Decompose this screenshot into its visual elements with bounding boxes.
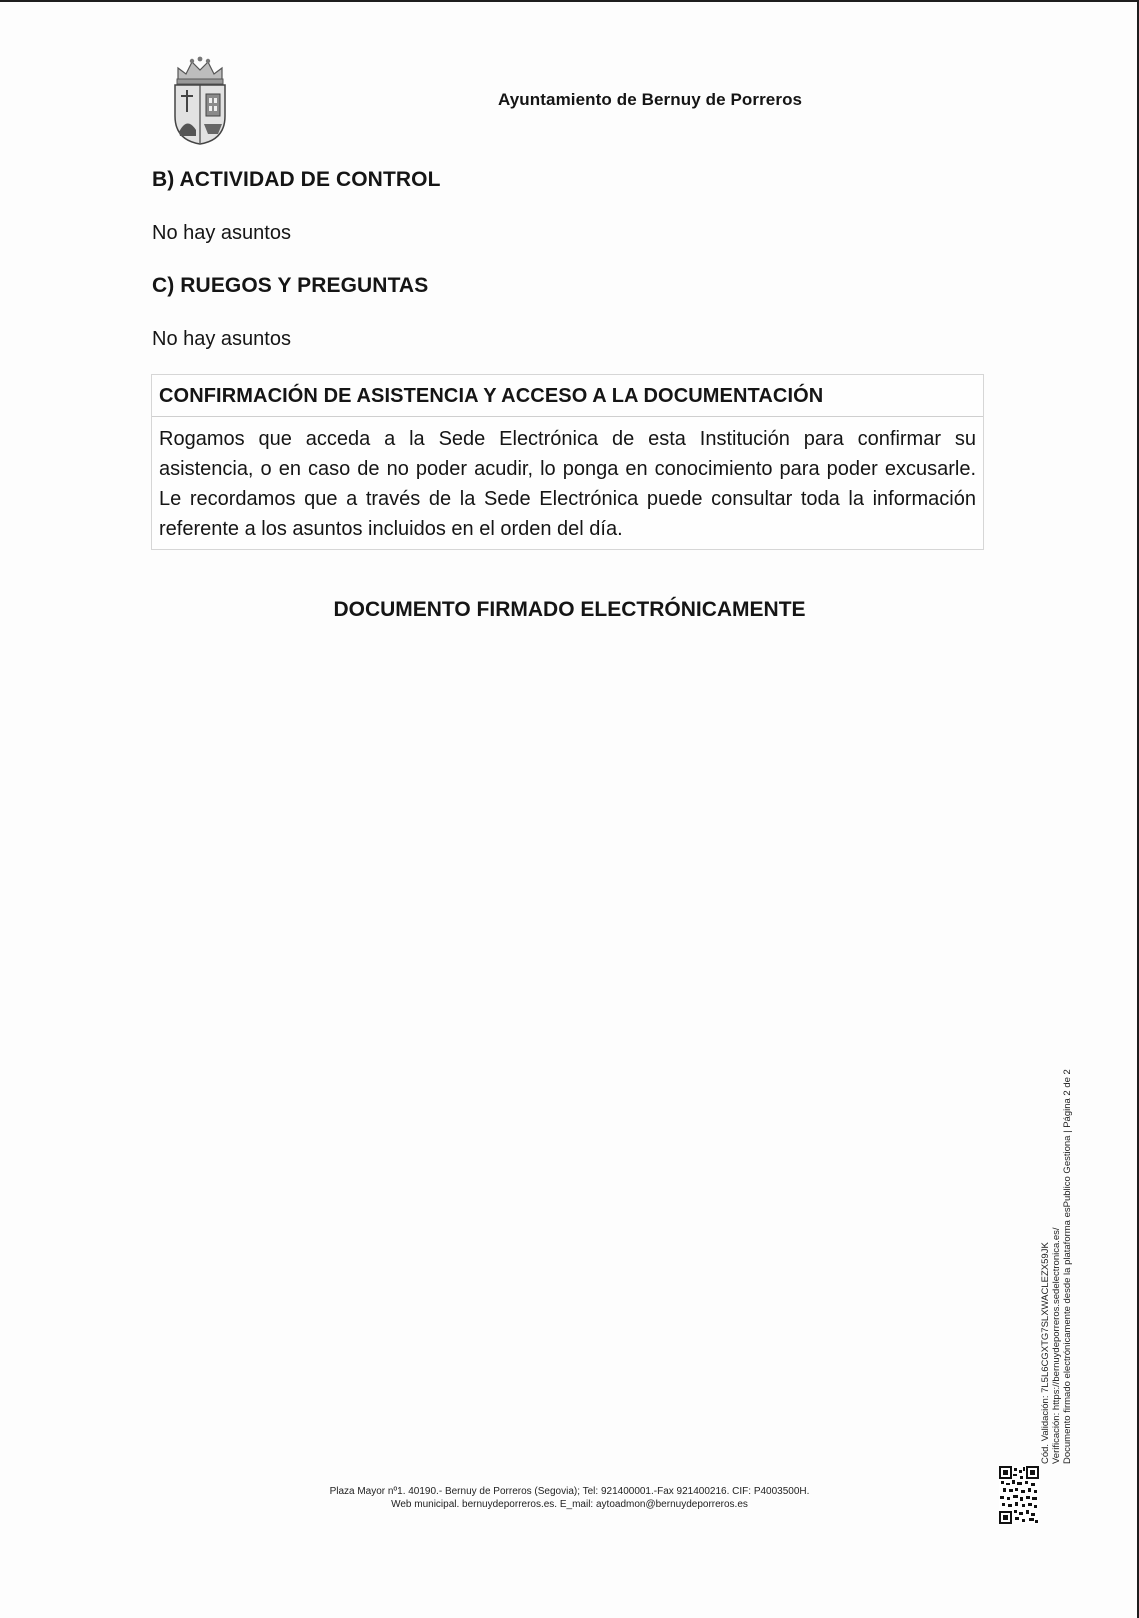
platform-note: Documento firmado electrónicamente desde la plataforma esPublico Gestiona | Página 2 de 2: [1062, 1069, 1073, 1464]
coat-of-arms-icon: [170, 54, 230, 146]
section-text-control: No hay asuntos: [152, 222, 291, 244]
header-organization: Ayuntamiento de Bernuy de Porreros: [498, 90, 803, 109]
footer-address: Plaza Mayor nº1. 40190.- Bernuy de Porreros (Segovia); Tel: 921400001.-Fax 921400216. CIF: P4003500H.: [329, 1486, 810, 1497]
verification-sidebar: [1040, 994, 1073, 1464]
section-heading-questions: C) RUEGOS Y PREGUNTAS: [152, 274, 429, 297]
validation-code: Cód. Validación: 7L5L6CGXTG7SLXWACLEZX59JK: [1040, 1242, 1051, 1464]
footer-contact: Web municipal. bernuydeporreros.es. E_mail: aytoadmon@bernuydeporreros.es: [391, 1499, 748, 1510]
signature-label: DOCUMENTO FIRMADO ELECTRÓNICAMENTE: [333, 598, 806, 621]
notice-body: Rogamos que acceda a la Sede Electrónica de esta Institución para confirmar su asistencia, o en caso de no poder acudir, lo ponga en conocimiento para poder excusarle. Le recordamos que a través de la Sede Electrónica puede consultar toda la información referente a los asuntos incluidos en el orden del día.: [159, 428, 976, 540]
qr-code-icon: [999, 1466, 1039, 1524]
attendance-notice-box: [151, 374, 984, 550]
section-text-questions: No hay asuntos: [152, 328, 291, 350]
notice-title: CONFIRMACIÓN DE ASISTENCIA Y ACCESO A LA DOCUMENTACIÓN: [152, 375, 983, 417]
verification-url: Verificación: https://bernuydeporreros.sedelectronica.es/: [1051, 1227, 1062, 1464]
section-heading-control: B) ACTIVIDAD DE CONTROL: [152, 168, 441, 191]
